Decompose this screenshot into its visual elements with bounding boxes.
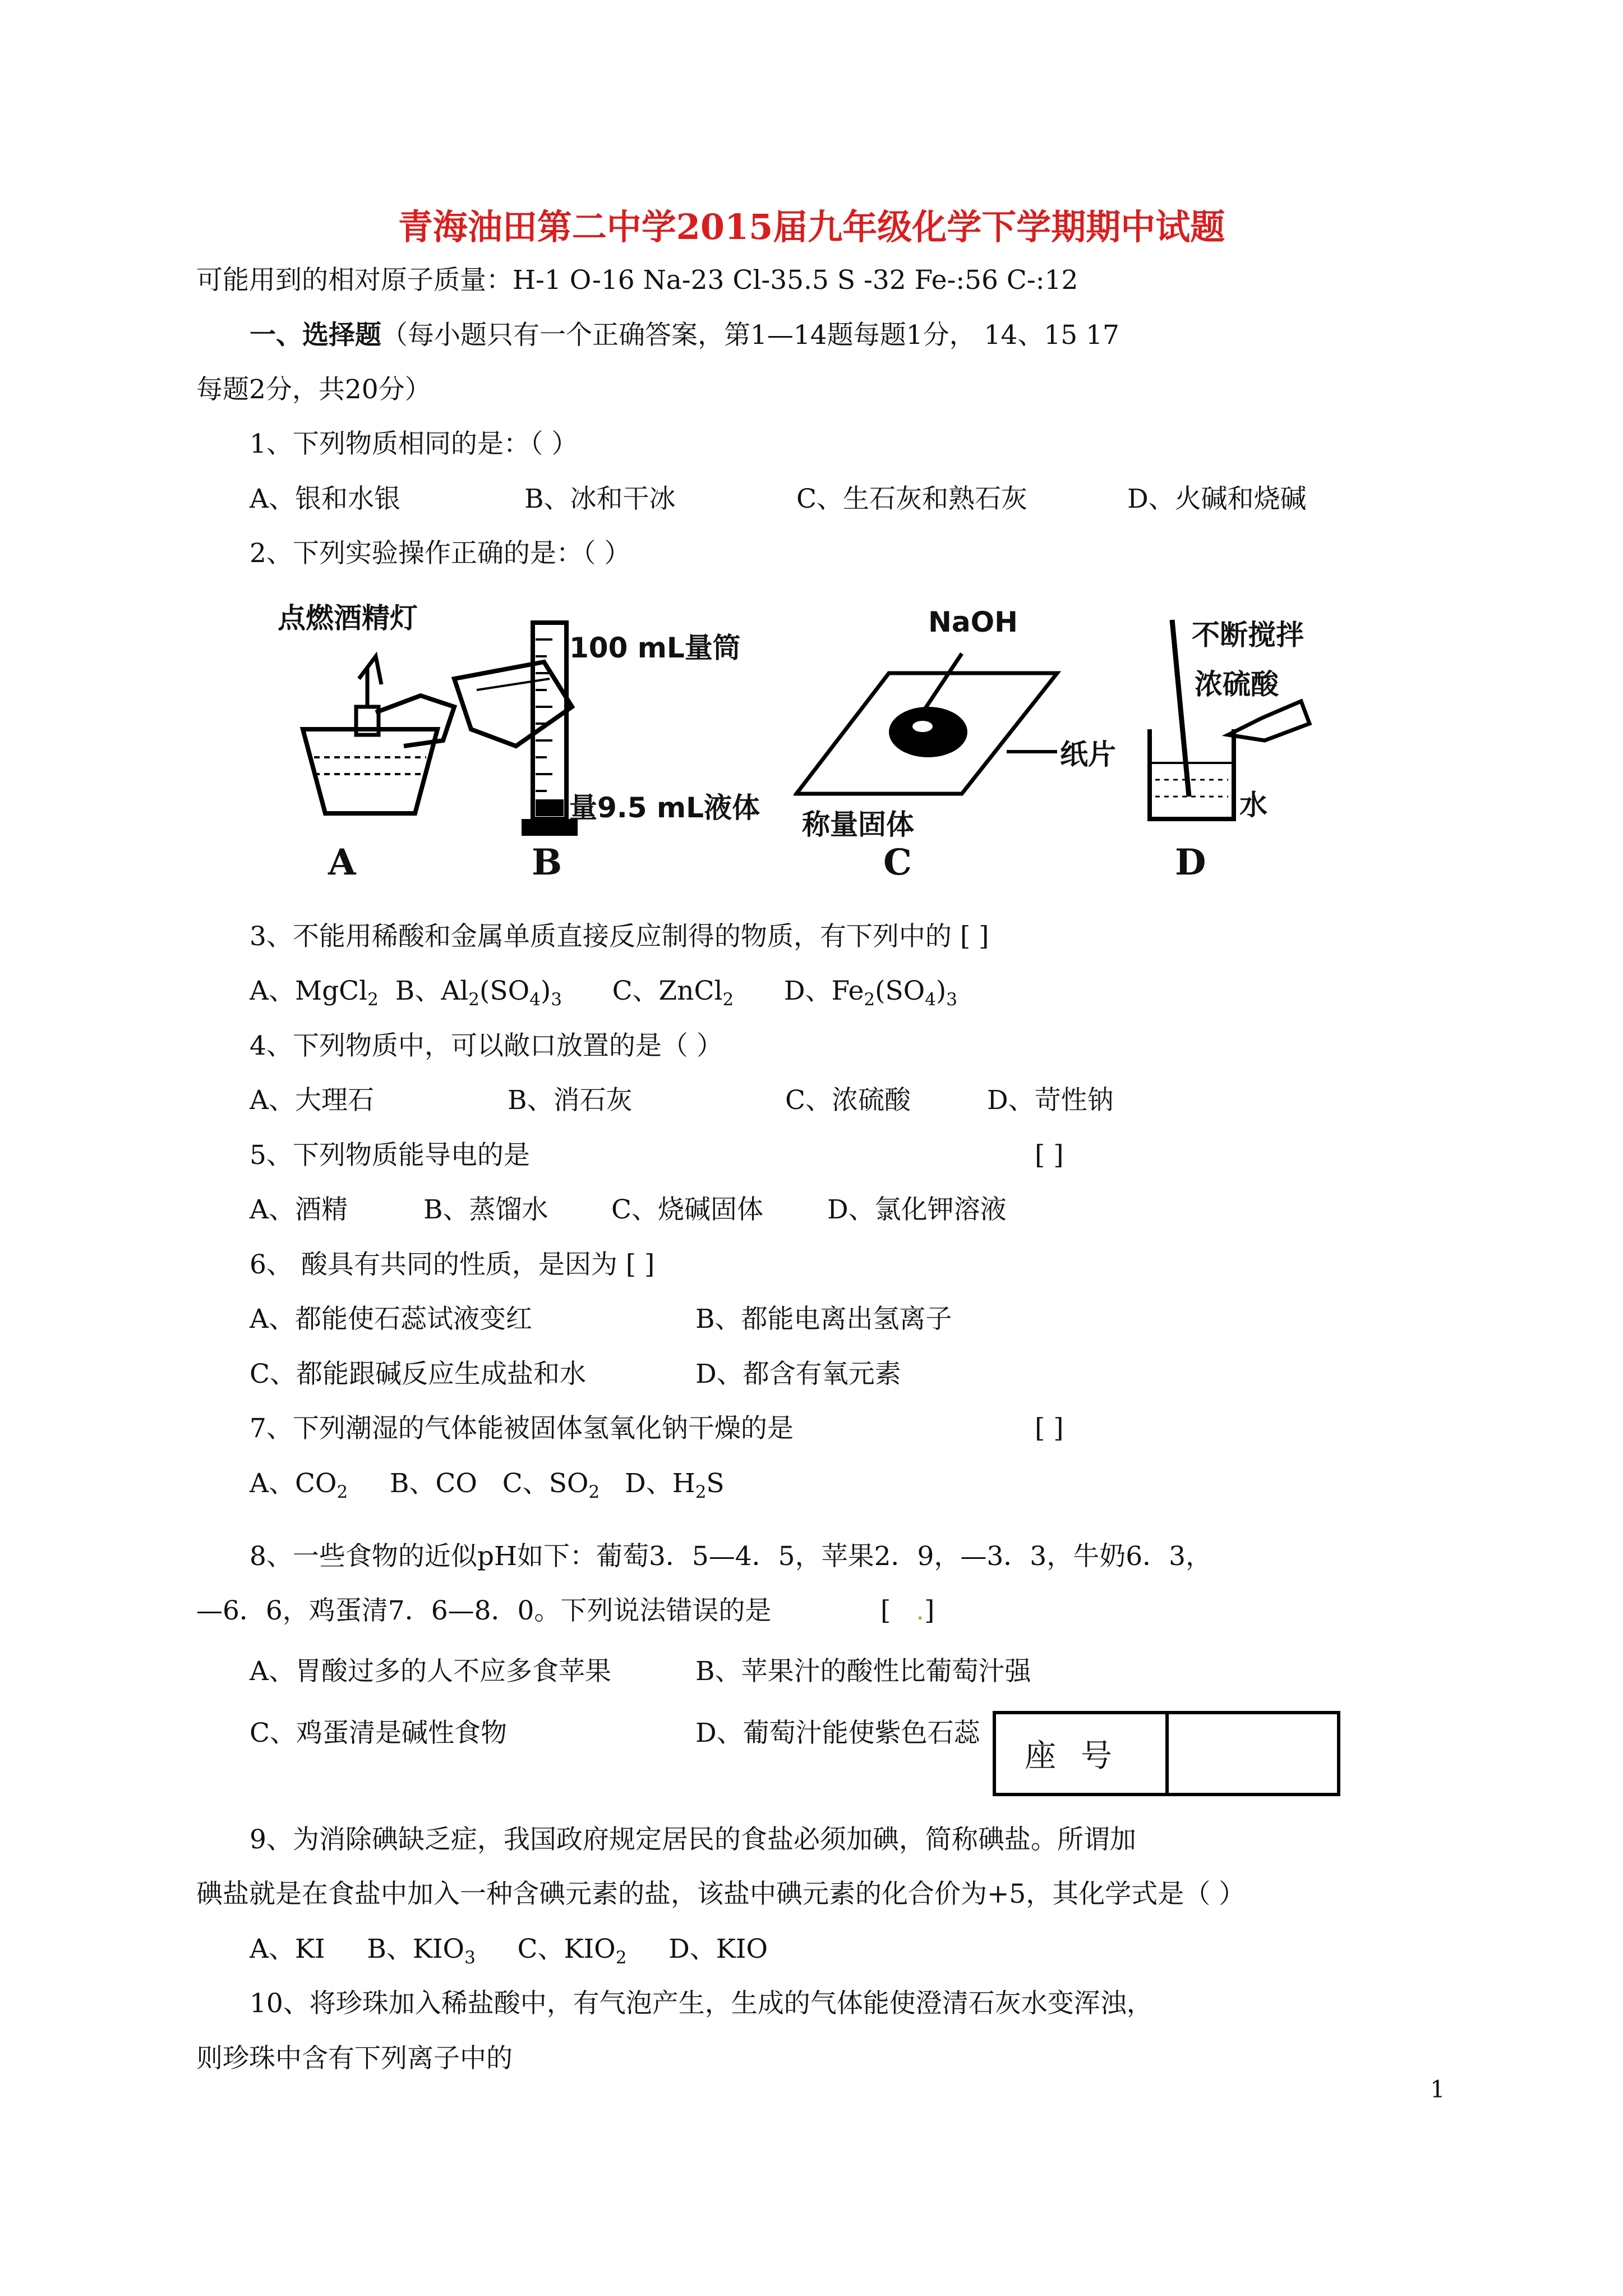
q7-stem: 7、下列潮湿的气体能被固体氢氧化钠干燥的是 (250, 1413, 794, 1444)
fig-a-letter: A (328, 841, 356, 884)
fig-c-label-top: NaOH (928, 606, 1018, 638)
q4-stem: 4、下列物质中，可以敞口放置的是（ ） (250, 1030, 723, 1061)
fig-b-letter: B (532, 841, 562, 884)
q8-option-a: A、胃酸过多的人不应多食苹果 (250, 1656, 611, 1687)
q7-options (250, 1467, 725, 1501)
q2-stem: 2、下列实验操作正确的是：（ ） (250, 538, 631, 569)
q7-option-d: D、$H_2S$ (625, 1468, 725, 1502)
fig-c-label-bottom: 称量固体 (802, 808, 914, 841)
section1-note: （每小题只有一个正确答案，第1—14题每题1分， 14、15 17 (381, 320, 1119, 351)
q7-option-c: C、$SO_2$ (502, 1468, 600, 1502)
q9-option-b: B、$KIO_3$ (367, 1934, 476, 1968)
q8-stem-line1: 8、一些食物的近似pH如下：葡萄3．5—4．5，苹果2．9，—3．3，牛奶6．3， (250, 1541, 1212, 1572)
fig-c-label-side: 纸片 (1060, 738, 1116, 771)
q5-option-a: A、酒精 (250, 1194, 348, 1225)
atomic-masses: 可能用到的相对原子质量：H-1 O-16 Na-23 Cl-35.5 S -32 Fe-:56 C-:12 (196, 265, 1078, 296)
q8-bracket: [ .] (880, 1595, 935, 1626)
q9-option-a: A、KI (250, 1934, 325, 1964)
q9-options (250, 1932, 768, 1966)
section1-header (250, 319, 1119, 352)
q7-bracket: [ ] (1035, 1413, 1064, 1444)
q8-option-b: B、苹果汁的酸性比葡萄汁强 (695, 1656, 1031, 1687)
q3-stem: 3、不能用稀酸和金属单质直接反应制得的物质，有下列中的 [ ] (250, 921, 989, 952)
q8-option-c: C、鸡蛋清是碱性食物 (250, 1718, 507, 1749)
fig-c-paper-illustration (794, 651, 1063, 802)
q6-option-c: C、都能跟碱反应生成盐和水 (250, 1359, 586, 1389)
q5-bracket: [ ] (1035, 1140, 1064, 1171)
q3-options (250, 974, 957, 1008)
q10-stem-line1: 10、将珍珠加入稀盐酸中，有气泡产生，生成的气体能使澄清石灰水变浑浊， (250, 1988, 1153, 2019)
fig-b-label-top: 100 mL量筒 (569, 632, 741, 664)
q1-stem: 1、下列物质相同的是：（ ） (250, 429, 578, 459)
q6-option-b: B、都能电离出氢离子 (695, 1304, 952, 1335)
q6-option-d: D、都含有氧元素 (695, 1359, 901, 1389)
q5-option-d: D、氯化钾溶液 (827, 1194, 1007, 1225)
q1-option-b: B、冰和干冰 (524, 484, 676, 514)
q4-option-a: A、大理石 (250, 1085, 374, 1116)
q1-option-c: C、生石灰和熟石灰 (796, 484, 1027, 514)
fig-a-label: 点燃酒精灯 (278, 602, 418, 634)
q9-option-c: C、$KIO_2$ (517, 1934, 627, 1968)
q8-stem-line2: —6．6，鸡蛋清7．6—8．0。下列说法错误的是 (196, 1595, 772, 1626)
q4-option-c: C、浓硫酸 (785, 1085, 911, 1116)
q10-stem-line2: 则珍珠中含有下列离子中的 (196, 2043, 513, 2074)
fig-a-alcohol-lamp-illustration (292, 645, 460, 825)
q9-stem-line1: 9、为消除碘缺乏症，我国政府规定居民的食盐必须加碘，简称碘盐。所谓加 (250, 1824, 1136, 1855)
q7-option-a: A、$CO_2$ (250, 1468, 348, 1502)
section1-heading: 一、选择题 (250, 320, 381, 351)
page-title: 青海油田第二中学2015届九年级化学下学期期中试题 (398, 206, 1225, 247)
q6-option-a: A、都能使石蕊试液变红 (250, 1304, 532, 1335)
page-number: 1 (1430, 2076, 1445, 2103)
q6-stem: 6、 酸具有共同的性质，是因为 [ ] (250, 1249, 655, 1280)
fig-d-label-mid: 浓硫酸 (1195, 668, 1279, 701)
q4-option-d: D、苛性钠 (987, 1085, 1114, 1116)
seat-number-field[interactable] (1169, 1714, 1337, 1793)
q7-option-b: B、CO (389, 1468, 477, 1499)
q5-option-b: B、蒸馏水 (423, 1194, 548, 1225)
q3-option-c: C、ZnCl$_2$ (612, 976, 734, 1010)
section1-note-line2: 每题2分，共20分） (196, 374, 431, 405)
q9-option-d: D、KIO (668, 1934, 768, 1964)
q9-stem-line2: 碘盐就是在食盐中加入一种含碘元素的盐，该盐中碘元素的化合价为+5，其化学式是（ ） (196, 1879, 1246, 1910)
fig-d-label-top: 不断搅拌 (1192, 619, 1304, 651)
q5-stem: 5、下列物质能导电的是 (250, 1140, 530, 1171)
fig-d-label-water: 水 (1239, 789, 1267, 821)
q3-option-b: B、$Al_2(SO_4)_3$ (395, 976, 562, 1010)
seat-number-label: 座号 (996, 1714, 1169, 1793)
q3-option-a: A、MgCl$_2$ (250, 976, 379, 1010)
q5-option-c: C、烧碱固体 (611, 1194, 763, 1225)
seat-number-box (993, 1711, 1340, 1796)
fig-b-label-bottom: 量9.5 mL液体 (569, 792, 760, 824)
q4-option-b: B、消石灰 (508, 1085, 633, 1116)
fig-d-letter: D (1175, 841, 1206, 884)
q1-option-d: D、火碱和烧碱 (1127, 484, 1307, 514)
q8-option-d: D、葡萄汁能使紫色石蕊 (695, 1718, 980, 1749)
q3-option-d: D、$Fe_2(SO_4)_3$ (783, 976, 957, 1010)
fig-c-letter: C (883, 841, 912, 884)
q1-option-a: A、银和水银 (250, 484, 400, 514)
